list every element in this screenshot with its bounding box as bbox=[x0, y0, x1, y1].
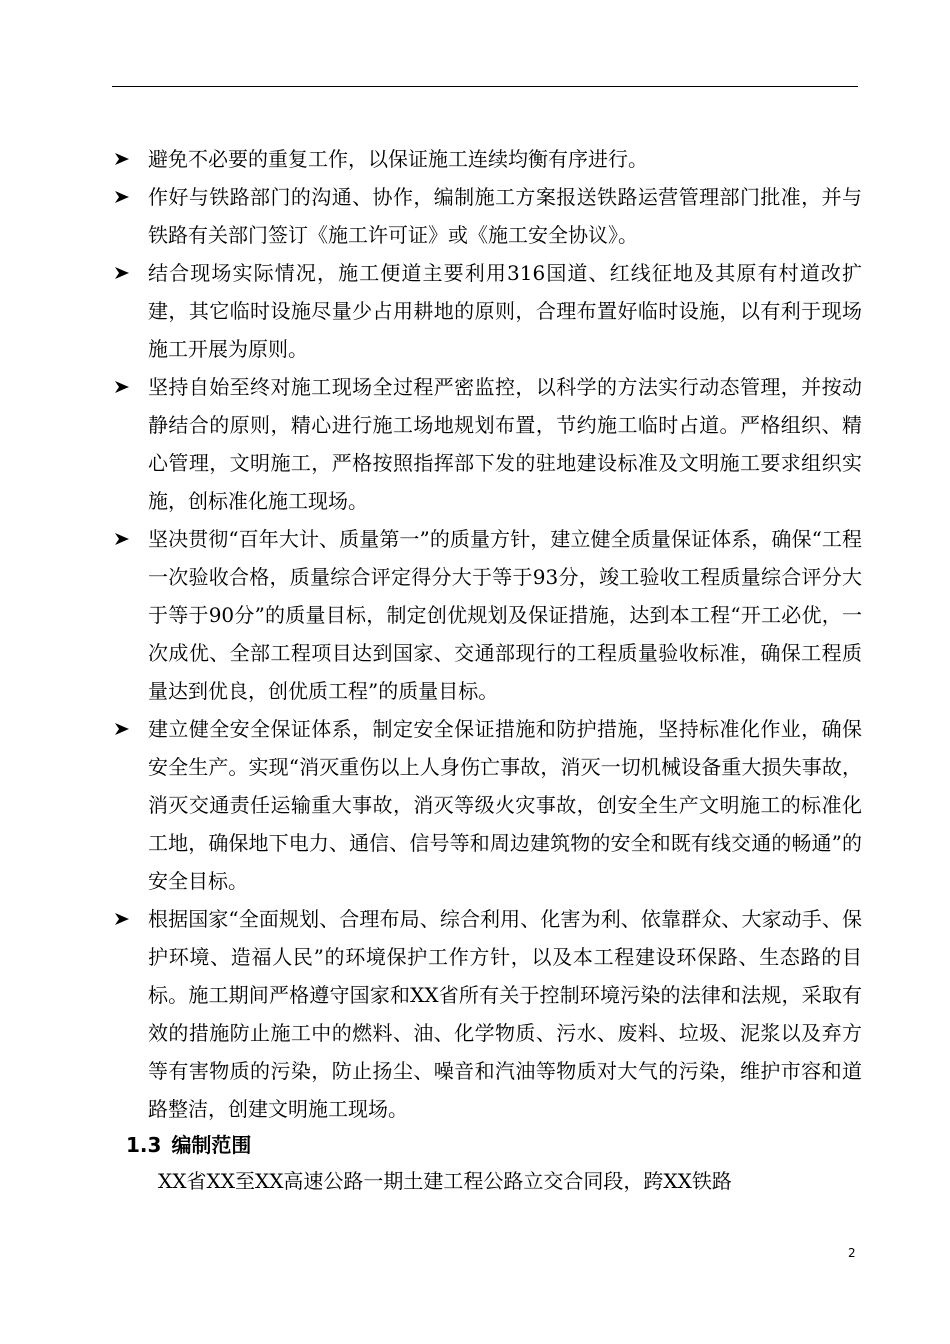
list-item-text: 坚持自始至终对施工现场全过程严密监控，以科学的方法实行动态管理，并按动静结合的原则，精心进行施工场地规划布置，节约施工临时占道。严格组织、精心管理，文明施工，严格按照指挥部下发的驻地建设标准及文明施工要求组织实施，创标准化施工现场。 bbox=[148, 375, 862, 513]
list-item bbox=[112, 254, 862, 368]
arrowhead-bullet-icon bbox=[114, 140, 132, 178]
list-item bbox=[112, 520, 862, 710]
arrowhead-bullet-icon bbox=[114, 368, 132, 406]
list-item-text: 坚决贯彻“百年大计、质量第一”的质量方针，建立健全质量保证体系，确保“工程一次验收合格，质量综合评定得分大于等于93分，竣工验收工程质量综合评分大于等于90分”的质量目标，制定创优规划及保证措施，达到本工程“开工必优，一次成优、全部工程项目达到国家、交通部现行的工程质量验收标准，确保工程质量达到优良，创优质工程”的质量目标。 bbox=[148, 527, 862, 703]
arrowhead-bullet-icon bbox=[114, 710, 132, 748]
document-body bbox=[112, 140, 862, 1200]
arrowhead-bullet-icon bbox=[114, 520, 132, 558]
list-item-text: 根据国家“全面规划、合理布局、综合利用、化害为利、依靠群众、大家动手、保护环境、造福人民”的环境保护工作方针，以及本工程建设环保路、生态路的目标。施工期间严格遵守国家和XX省所有关于控制环境污染的法律和法规，采取有效的措施防止施工中的燃料、油、化学物质、污水、废料、垃圾、泥浆以及弃方等有害物质的污染，防止扬尘、噪音和汽油等物质对大气的污染，维护市容和道路整洁，创建文明施工现场。 bbox=[148, 907, 862, 1121]
body-paragraph: XX省XX至XX高速公路一期土建工程公路立交合同段，跨XX铁路 bbox=[158, 1169, 732, 1193]
arrowhead-bullet-icon bbox=[114, 254, 132, 292]
bullet-list bbox=[112, 140, 862, 1128]
list-item-text: 建立健全安全保证体系，制定安全保证措施和防护措施，坚持标准化作业，确保安全生产。实现“消灭重伤以上人身伤亡事故，消灭一切机械设备重大损失事故，消灭交通责任运输重大事故，消灭等级火灾事故，创安全生产文明施工的标准化工地，确保地下电力、通信、信号等和周边建筑物的安全和既有线交通的畅通”的安全目标。 bbox=[148, 717, 862, 893]
list-item bbox=[112, 710, 862, 900]
list-item bbox=[112, 900, 862, 1128]
page-number: 2 bbox=[848, 1246, 856, 1260]
list-item-text: 作好与铁路部门的沟通、协作，编制施工方案报送铁路运营管理部门批准，并与铁路有关部门签订《施工许可证》或《施工安全协议》。 bbox=[148, 185, 862, 247]
arrowhead-bullet-icon bbox=[114, 900, 132, 938]
list-item bbox=[112, 140, 862, 178]
list-item-text: 结合现场实际情况，施工便道主要利用316国道、红线征地及其原有村道改扩建，其它临时设施尽量少占用耕地的原则，合理布置好临时设施，以有利于现场施工开展为原则。 bbox=[148, 261, 862, 361]
list-item bbox=[112, 368, 862, 520]
list-item-text: 避免不必要的重复工作，以保证施工连续均衡有序进行。 bbox=[148, 147, 648, 171]
arrowhead-bullet-icon bbox=[114, 178, 132, 216]
header-rule bbox=[112, 86, 858, 87]
section-heading bbox=[112, 1128, 862, 1162]
section-number: 1.3 bbox=[126, 1133, 162, 1157]
section-title: 编制范围 bbox=[171, 1133, 252, 1157]
list-item bbox=[112, 178, 862, 254]
